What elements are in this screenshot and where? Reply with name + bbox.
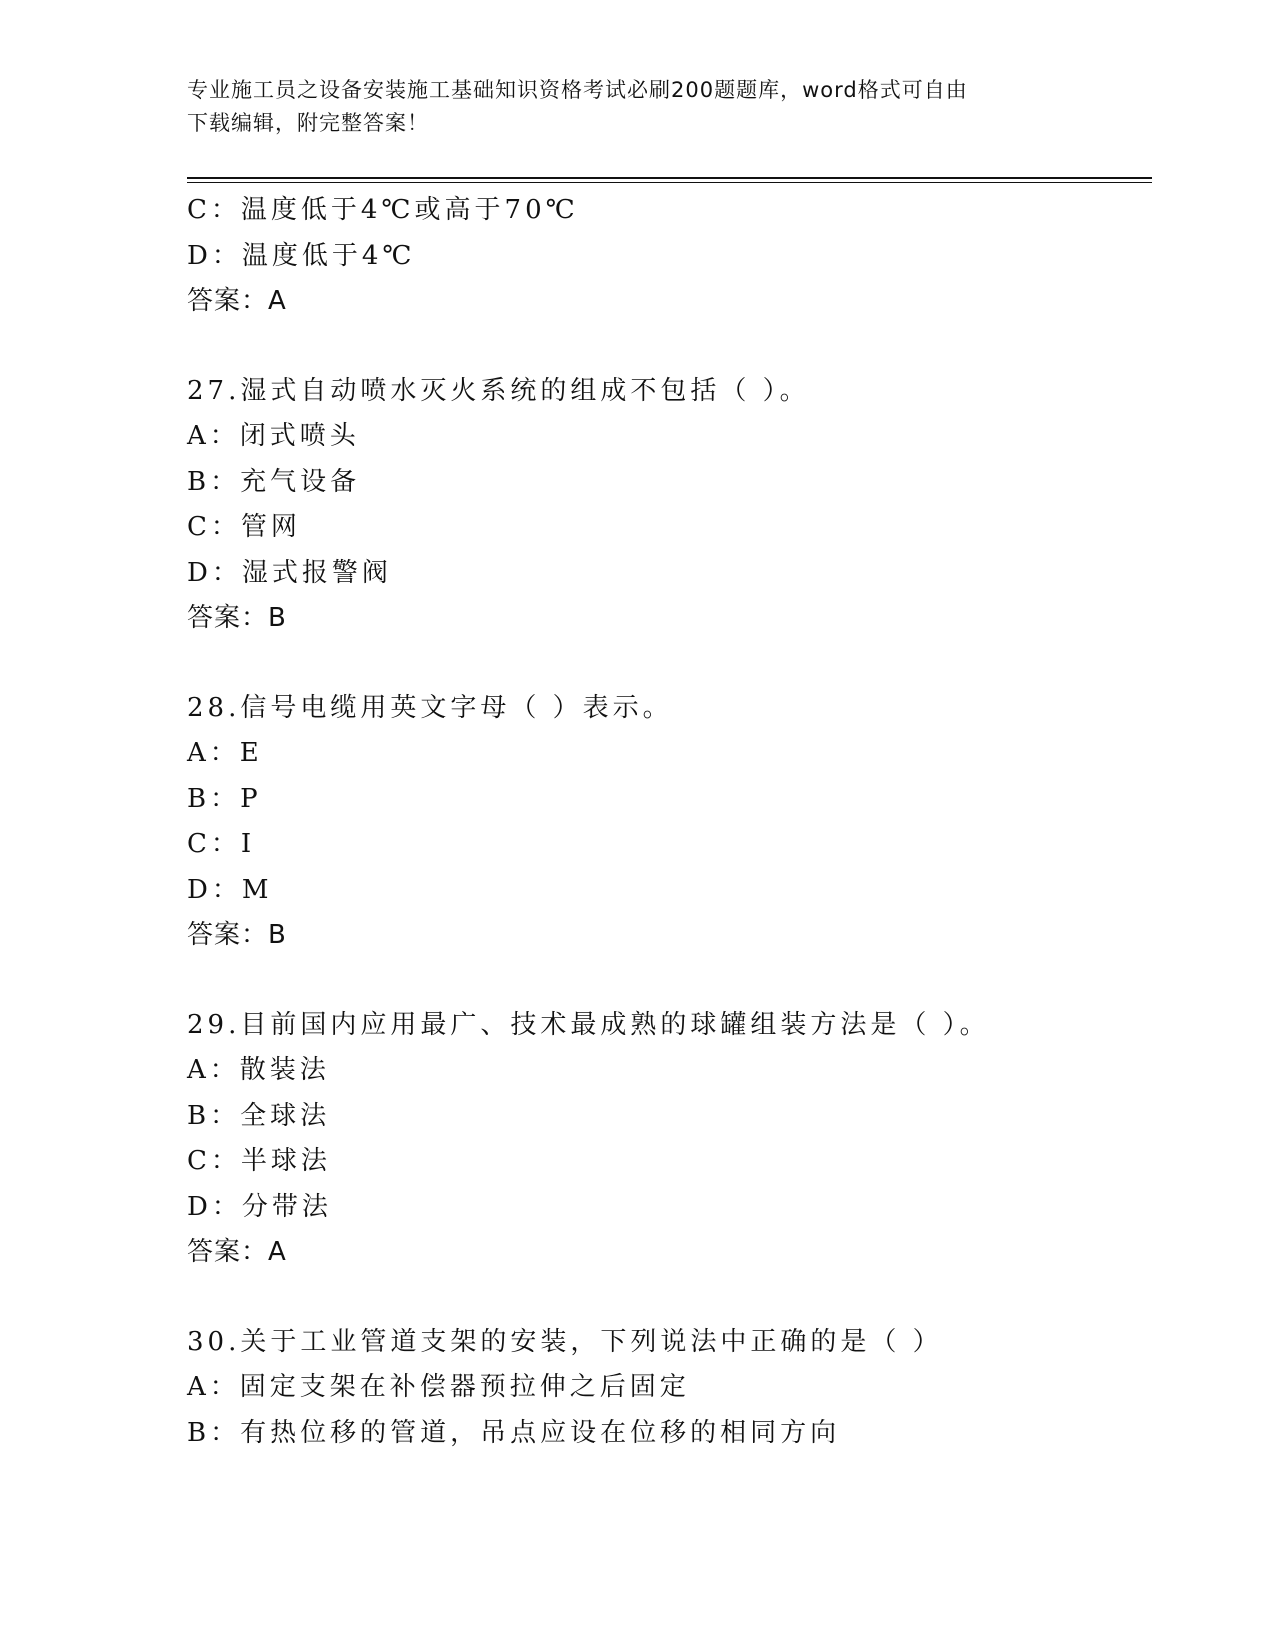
header-rule-thin [187, 182, 1152, 183]
option-c: C：I [187, 829, 256, 859]
answer-line: 答案：A [187, 1237, 287, 1267]
option-a: A：固定支架在补偿器预拉伸之后固定 [187, 1372, 690, 1402]
option-a: A：闭式喷头 [187, 421, 360, 451]
option-d: D：温度低于4℃ [187, 240, 416, 271]
option-b: B：充气设备 [187, 466, 361, 497]
block-gap [187, 325, 1152, 369]
option-b: B：P [187, 783, 262, 814]
question-text: 29.目前国内应用最广、技术最成熟的球罐组装方法是（ ）。 [187, 1009, 990, 1040]
question-list [187, 188, 1152, 1456]
option-b: B：全球法 [187, 1100, 331, 1131]
option-c: C：温度低于4℃或高于70℃ [187, 195, 579, 225]
option-d: D：M [187, 874, 273, 905]
answer-line: 答案：B [187, 920, 287, 950]
option-d: D：分带法 [187, 1191, 332, 1222]
answer-line: 答案：A [187, 286, 287, 316]
question-block-29 [187, 1003, 1152, 1276]
option-a: A：E [187, 738, 263, 768]
answer-line: 答案：B [187, 603, 287, 633]
option-d: D：湿式报警阀 [187, 557, 392, 588]
header-line-2: 下载编辑，附完整答案！ [187, 111, 429, 135]
option-b: B：有热位移的管道，吊点应设在位移的相同方向 [187, 1417, 841, 1448]
block-gap [187, 959, 1152, 1003]
header-rule-thick [187, 177, 1152, 179]
option-c: C：管网 [187, 512, 301, 542]
header-line-1: 专业施工员之设备安装施工基础知识资格考试必刷200题题库，word格式可自由 [187, 78, 968, 102]
question-block-28 [187, 686, 1152, 959]
question-block-26 [187, 188, 1152, 325]
question-text: 30.关于工业管道支架的安装，下列说法中正确的是（ ） [187, 1326, 943, 1357]
option-a: A：散装法 [187, 1055, 330, 1085]
block-gap [187, 1276, 1152, 1320]
question-text: 27.湿式自动喷水灭火系统的组成不包括（ ）。 [187, 375, 810, 406]
question-text: 28.信号电缆用英文字母（ ）表示。 [187, 692, 673, 723]
question-block-27 [187, 369, 1152, 642]
block-gap [187, 642, 1152, 686]
option-c: C：半球法 [187, 1146, 331, 1176]
question-block-30 [187, 1320, 1152, 1457]
document-header [187, 74, 1067, 140]
